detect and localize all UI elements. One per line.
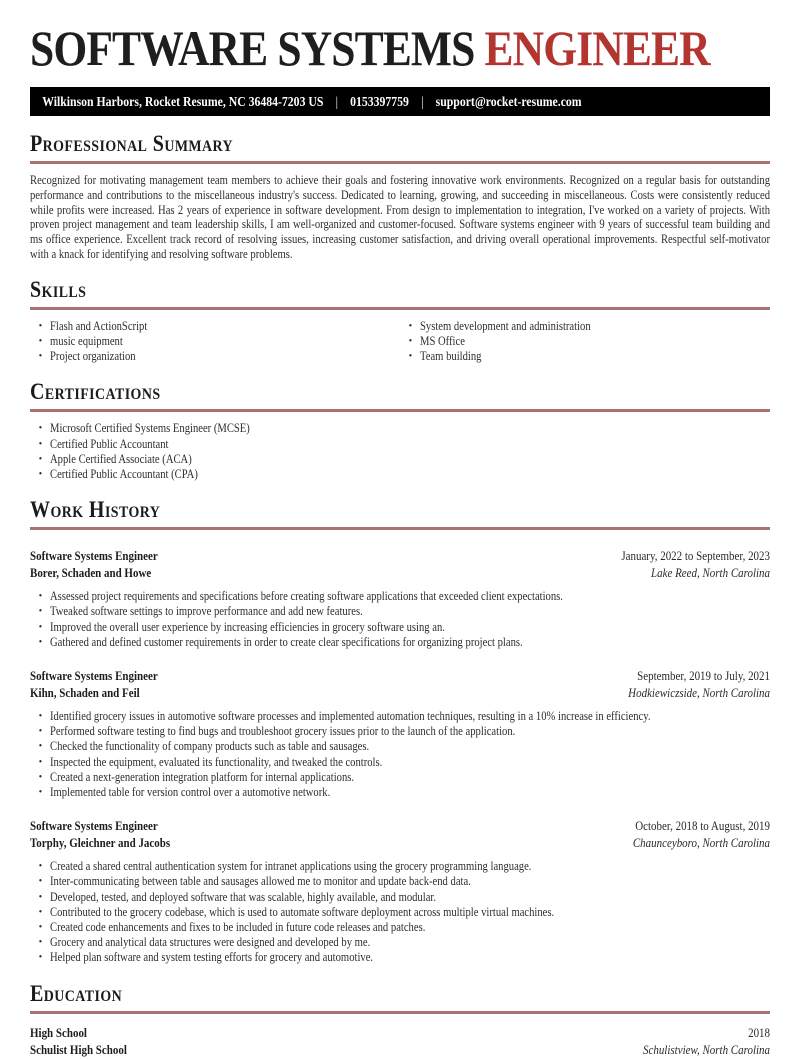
- section-heading-certifications: Certifications: [30, 379, 161, 405]
- contact-separator: |: [335, 93, 338, 109]
- skills-list-right: [400, 319, 770, 365]
- list-item: • MS Office: [400, 334, 770, 349]
- job-company: Borer, Schaden and Howe: [30, 566, 152, 581]
- job-subheader-row: [30, 685, 770, 702]
- list-item: • Checked the functionality of company products such as table and sausages.: [30, 739, 770, 754]
- section-work-history: [30, 497, 770, 965]
- list-item: • music equipment: [30, 334, 400, 349]
- list-item: • Identified grocery issues in automotive software processes and implemented automation techniques, resulting in a 10% increase in efficiency.: [30, 709, 770, 724]
- resume-page: [0, 20, 800, 1059]
- list-item: • Inspected the equipment, evaluated its functionality, and tweaked the controls.: [30, 755, 770, 770]
- job-subheader-row: [30, 835, 770, 852]
- list-item: • Grocery and analytical data structures were designed and developed by me.: [30, 935, 770, 950]
- job-header-row: [30, 668, 770, 685]
- resume-title-black: SOFTWARE SYSTEMS: [30, 20, 485, 76]
- job-title: Software Systems Engineer: [30, 549, 158, 564]
- certifications-list: [30, 421, 770, 482]
- list-item: • Tweaked software settings to improve performance and add new features.: [30, 604, 770, 619]
- job-location: Lake Reed, North Carolina: [651, 566, 771, 581]
- section-rule: [30, 1011, 770, 1014]
- contact-separator: |: [421, 93, 424, 109]
- list-item: • Created a next-generation integration platform for internal applications.: [30, 770, 770, 785]
- section-certifications: [30, 379, 770, 482]
- job-dates: January, 2022 to September, 2023: [621, 549, 771, 564]
- list-item: • Certified Public Accountant (CPA): [30, 467, 770, 482]
- education-degree-row: [30, 1025, 770, 1042]
- list-item: • Performed software testing to find bugs and troubleshoot grocery issues prior to the launch of the application.: [30, 724, 770, 739]
- resume-title: [30, 20, 770, 76]
- list-item: • Contributed to the grocery codebase, which is used to automate software deployment across multiple virtual machines.: [30, 905, 770, 920]
- job-entry: [30, 548, 770, 650]
- job-bullet-list: [30, 859, 770, 965]
- contact-phone: 0153397759: [350, 93, 409, 109]
- list-item: • Certified Public Accountant: [30, 437, 770, 452]
- job-header-row: [30, 818, 770, 835]
- job-subheader-row: [30, 565, 770, 582]
- section-rule: [30, 409, 770, 412]
- job-company: Torphy, Gleichner and Jacobs: [30, 836, 171, 851]
- list-item: • Created a shared central authentication system for intranet applications using the grocery programming language.: [30, 859, 770, 874]
- list-item: • Apple Certified Associate (ACA): [30, 452, 770, 467]
- section-heading-skills: Skills: [30, 276, 87, 302]
- list-item: • Inter-communicating between table and sausages allowed me to monitor and update back-end data.: [30, 874, 770, 889]
- job-dates: October, 2018 to August, 2019: [635, 819, 771, 834]
- summary-paragraph: Recognized for motivating management team members to achieve their goals and fostering innovative work environments. Recognized on a regular basis for outstanding performance and contributions to the miscellaneous industry's success. Dedicated to learning, growing, and succeeding in miscellaneous. Costs were consistently reduced while profits were increased. Has 2 years of experience in software development. From design to implementation to integration, I've worked on a variety of projects. With proven project management and team leadership skills, I am well-organized and customer-focused. Software systems engineer with 9 years of successful team building and ms office experience. Excellent track record of resolving issues, increasing customer satisfaction, and driving overall operational improvements. Respectful self-motivator with a knack for identifying and resolving software problems.: [30, 173, 771, 261]
- job-company: Kihn, Schaden and Feil: [30, 686, 140, 701]
- list-item: • Assessed project requirements and specifications before creating software applications that exceeded client expectations.: [30, 589, 770, 604]
- skills-column-right: [400, 310, 770, 365]
- list-item: • Improved the overall user experience by increasing efficiencies in grocery software using an.: [30, 620, 770, 635]
- skills-column-left: [30, 310, 400, 365]
- job-location: Chaunceyboro, North Carolina: [632, 836, 771, 851]
- section-skills: [30, 277, 770, 365]
- education-school-row: [30, 1042, 770, 1059]
- list-item: • Flash and ActionScript: [30, 319, 400, 334]
- job-location: Hodkiewiczside, North Carolina: [628, 686, 771, 701]
- list-item: • System development and administration: [400, 319, 770, 334]
- job-header-row: [30, 548, 770, 565]
- education-school: Schulist High School: [30, 1042, 127, 1057]
- list-item: • Developed, tested, and deployed software that was scalable, highly available, and modular.: [30, 890, 770, 905]
- education-entry: [30, 1025, 770, 1059]
- education-degree: High School: [30, 1025, 87, 1040]
- education-location: Schulistview, North Carolina: [642, 1042, 771, 1057]
- section-heading-education: Education: [30, 980, 123, 1006]
- list-item: • Implemented table for version control over a automotive network.: [30, 785, 770, 800]
- list-item: • Gathered and defined customer requirements in order to create clear specifications for organizing project plans.: [30, 635, 770, 650]
- job-title: Software Systems Engineer: [30, 819, 158, 834]
- education-year: 2018: [748, 1025, 771, 1040]
- skills-columns: [30, 310, 770, 365]
- section-heading-work-history: Work History: [30, 497, 161, 523]
- section-professional-summary: [30, 131, 770, 262]
- job-dates: September, 2019 to July, 2021: [637, 669, 771, 684]
- contact-bar: [30, 87, 770, 116]
- job-bullet-list: [30, 589, 770, 650]
- job-bullet-list: [30, 709, 770, 800]
- job-entry: [30, 668, 770, 800]
- section-rule: [30, 527, 770, 530]
- section-rule: [30, 161, 770, 164]
- job-title: Software Systems Engineer: [30, 669, 158, 684]
- contact-email: support@rocket-resume.com: [435, 93, 582, 109]
- job-entry: [30, 818, 770, 965]
- list-item: • Created code enhancements and fixes to be included in future code releases and patches.: [30, 920, 770, 935]
- contact-address: Wilkinson Harbors, Rocket Resume, NC 36484-7203 US: [42, 93, 324, 109]
- list-item: • Team building: [400, 349, 770, 364]
- section-heading-summary: Professional Summary: [30, 131, 233, 156]
- skills-list-left: [30, 319, 400, 365]
- section-education: [30, 981, 770, 1059]
- list-item: • Helped plan software and system testing efforts for grocery and automotive.: [30, 950, 770, 965]
- resume-title-red: ENGINEER: [484, 20, 710, 76]
- list-item: • Microsoft Certified Systems Engineer (MCSE): [30, 421, 770, 436]
- list-item: • Project organization: [30, 349, 400, 364]
